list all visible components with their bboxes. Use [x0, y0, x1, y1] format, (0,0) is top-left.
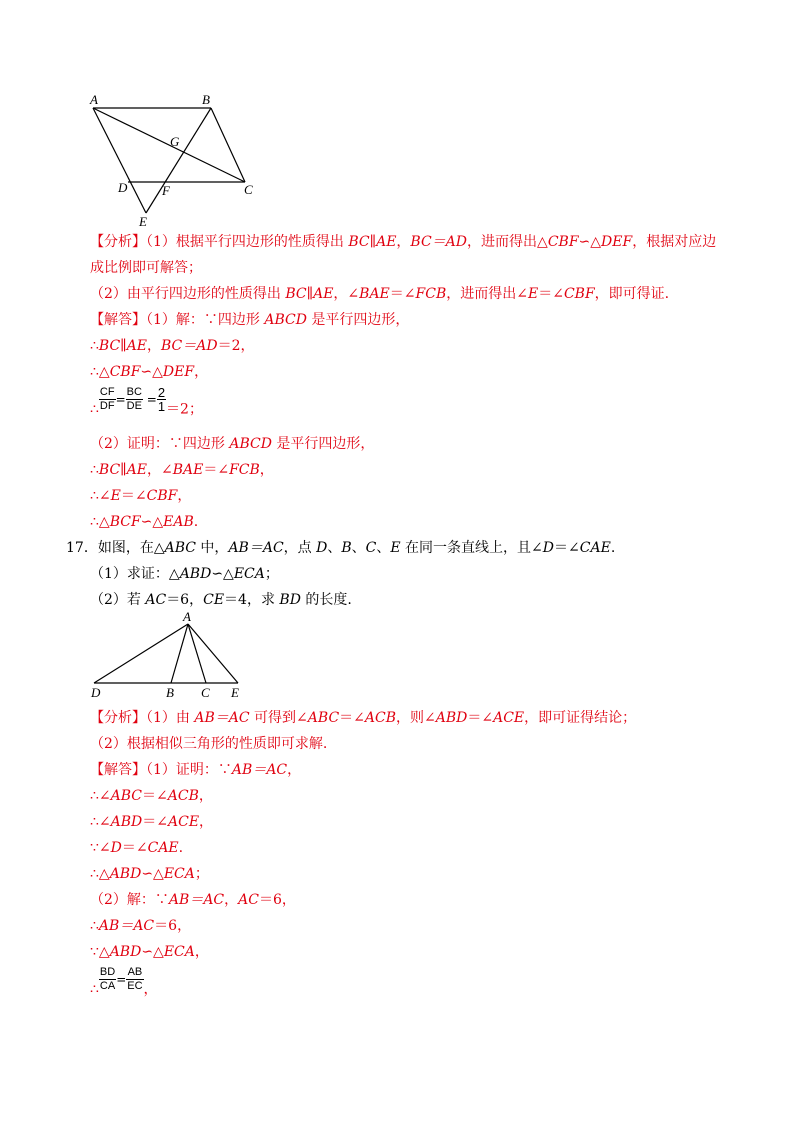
q16-analysis-1-cont: 成比例即可解答；	[90, 260, 202, 276]
q17-sub1: （1）求证：△ABD∽△ECA；	[90, 566, 279, 582]
q16-answer-ratio: ∴ $\frac{CF}{DF}$ = $\frac{BC}{DE}$ = $\frac{2}{1}$ ＝2；	[90, 385, 203, 418]
label-F: F	[162, 183, 170, 198]
q17-answer-2: ∴∠ABC＝∠ACB，	[90, 788, 213, 804]
label-E: E	[231, 685, 239, 700]
q16-proof-3: ∴∠E＝∠CBF，	[90, 488, 192, 504]
q16-proof-1: （2）证明：∵四边形 ABCD 是平行四边形，	[90, 436, 375, 452]
fraction-bc-de: $\frac{BC}{DE}$	[126, 386, 142, 412]
q17-answer-7: ∴AB＝AC＝6，	[90, 918, 192, 934]
q16-analysis-2: （2）由平行四边形的性质得出 BC∥AE，∠BAE＝∠FCB，进而得出∠E＝∠CBF，即可得证.	[90, 286, 670, 302]
figure-triangle	[86, 610, 256, 702]
segment-BC	[211, 108, 245, 182]
label-A: A	[90, 92, 98, 107]
label-D: D	[118, 180, 128, 195]
label-G: G	[170, 134, 180, 149]
q17-analysis-2: （2）根据相似三角形的性质即可求解.	[90, 736, 328, 752]
label-C: C	[244, 182, 253, 197]
q16-answer-3: ∴△CBF∽△DEF，	[90, 364, 209, 380]
q17-question: 17．如图，在△ABC 中，AB＝AC，点 D、B、C、E 在同一条直线上，且∠D＝∠CAE.	[66, 540, 616, 556]
q17-analysis-1: 【分析】（1）由 AB＝AC 可得到∠ABC＝∠ACB，则∠ABD＝∠ACE，即可证得结论；	[90, 710, 637, 726]
q16-proof-2: ∴BC∥AE，∠BAE＝∠FCB，	[90, 462, 274, 478]
fraction-2-1: $\frac{2}{1}$	[157, 385, 166, 414]
label-D: D	[91, 685, 101, 700]
q17-answer-1: 【解答】（1）证明：∵AB＝AC，	[90, 762, 302, 778]
q17-answer-8: ∵△ABD∽△ECA，	[90, 944, 209, 960]
segment-AC	[93, 108, 245, 182]
q16-proof-4: ∴△BCF∽△EAB.	[90, 514, 199, 530]
label-E: E	[139, 214, 147, 228]
q16-answer-1: 【解答】（1）解：∵四边形 ABCD 是平行四边形，	[90, 312, 410, 328]
q17-answer-4: ∵∠D＝∠CAE.	[90, 840, 184, 856]
segment-AE	[93, 108, 146, 213]
fraction-ab-ec: $\frac{AB}{EC}$	[127, 966, 143, 992]
fraction-bd-ca: $\frac{BD}{CA}$	[99, 966, 116, 992]
q17-sub2: （2）若 AC＝6，CE＝4，求 BD 的长度.	[90, 592, 352, 608]
segment-AC	[188, 624, 206, 683]
label-B: B	[202, 92, 210, 107]
figure-parallelogram	[80, 88, 270, 228]
q17-answer-ratio: ∴ $\frac{BD}{CA}$ = $\frac{AB}{EC}$ ，	[90, 966, 158, 998]
q17-answer-5: ∴△ABD∽△ECA；	[90, 866, 209, 882]
q16-answer-2: ∴BC∥AE，BC＝AD＝2，	[90, 338, 255, 354]
segment-AE	[188, 624, 238, 683]
q17-answer-3: ∴∠ABD＝∠ACE，	[90, 814, 214, 830]
q16-analysis-1: 【分析】（1）根据平行四边形的性质得出 BC∥AE，BC＝AD，进而得出△CBF∽△DEF，根据对应边	[90, 234, 717, 250]
label-B: B	[166, 685, 174, 700]
label-C: C	[201, 685, 210, 700]
q17-answer-6: （2）解：∵AB＝AC，AC＝6，	[90, 892, 296, 908]
label-A: A	[183, 610, 191, 624]
fraction-cf-df: $\frac{CF}{DF}$	[99, 386, 115, 412]
